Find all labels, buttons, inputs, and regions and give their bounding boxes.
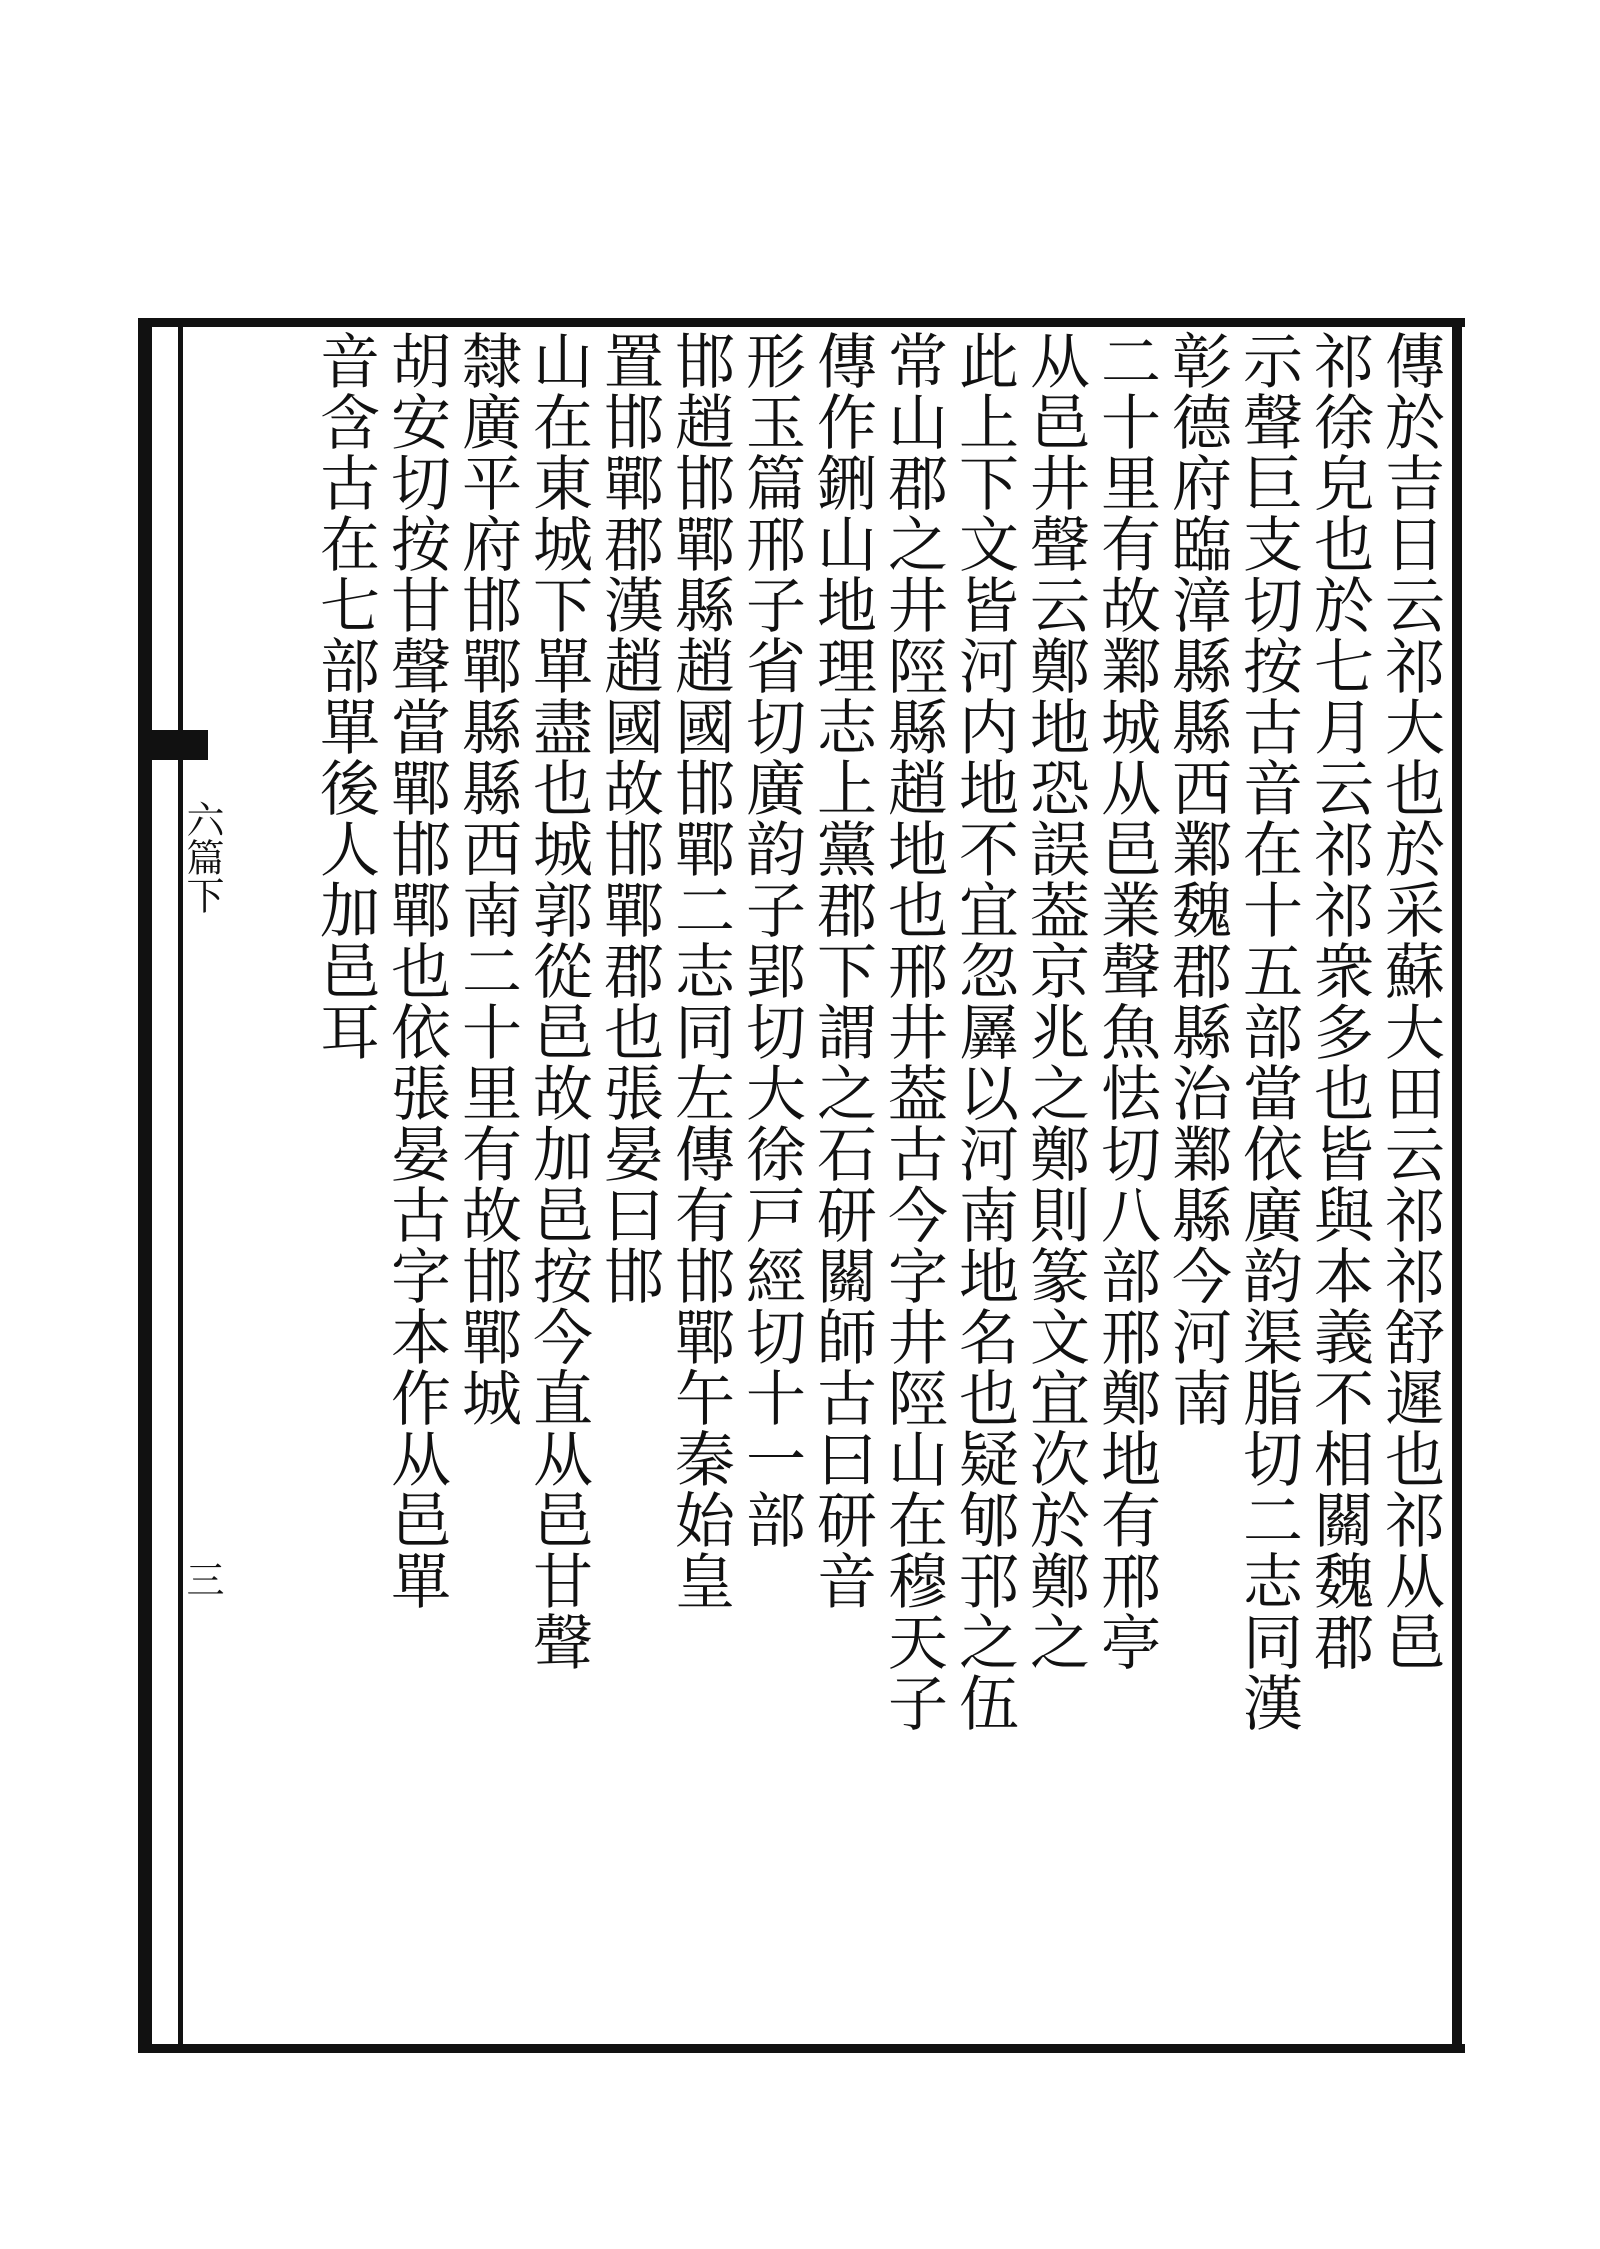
- text-column: 祁徐皃也於七月云祁祁衆多也皆與本義不相關魏郡: [1304, 330, 1374, 1672]
- fishtail-block-mark: [148, 730, 208, 760]
- text-column: 傳作鉶山地理志上黨郡下謂之石研關師古曰研音: [807, 330, 877, 1611]
- text-column: 此上下文皆河内地不宜忽羼以河南地名也疑郇邘之伍: [949, 330, 1019, 1733]
- text-column: 从邑井聲云鄭地恐誤葢京兆之鄭則篆文宜次於鄭之: [1020, 330, 1090, 1672]
- text-column: 示聲巨支切按古音在十五部當依廣韵渠脂切二志同漢: [1233, 330, 1303, 1733]
- frame-left-inner-rule: [178, 318, 183, 2053]
- frame-left-outer-rule: [138, 318, 152, 2053]
- text-column: 隸廣平府邯鄲縣縣西南二十里有故邯鄲城: [452, 330, 522, 1428]
- margin-page-number: 三: [180, 1560, 224, 1598]
- text-column: 常山郡之井陘縣趙地也邢井葢古今字井陘山在穆天子: [878, 330, 948, 1733]
- text-column: 邯趙邯鄲縣趙國邯鄲二志同左傳有邯鄲午秦始皇: [665, 330, 735, 1611]
- text-column: 傳於吉日云祁大也於采蘇大田云祁祁舒遲也祁从邑: [1375, 330, 1445, 1672]
- frame-right-rule: [1452, 318, 1462, 2053]
- frame-top-rule: [145, 318, 1465, 327]
- text-column: 音含古在七部單後人加邑耳: [310, 330, 380, 1062]
- text-column: 置邯鄲郡漢趙國故邯鄲郡也張晏曰邯: [594, 330, 664, 1306]
- text-column: 二十里有故鄴城从邑業聲魚怯切八部邢鄭地有邢亭: [1091, 330, 1161, 1672]
- text-column: 形玉篇邢子省切廣韵子郢切大徐戸經切十一部: [736, 330, 806, 1550]
- text-column: 山在東城下單盡也城郭從邑故加邑按今直从邑甘聲: [523, 330, 593, 1672]
- main-text-block: [255, 330, 1445, 2040]
- margin-juan-label: 六篇下: [180, 800, 224, 914]
- text-column: 胡安切按甘聲當鄲邯鄲也依張晏古字本作从邑單: [381, 330, 451, 1611]
- frame-bottom-rule: [145, 2044, 1465, 2053]
- text-column: 彰德府臨漳縣縣西鄴魏郡縣治鄴縣今河南: [1162, 330, 1232, 1428]
